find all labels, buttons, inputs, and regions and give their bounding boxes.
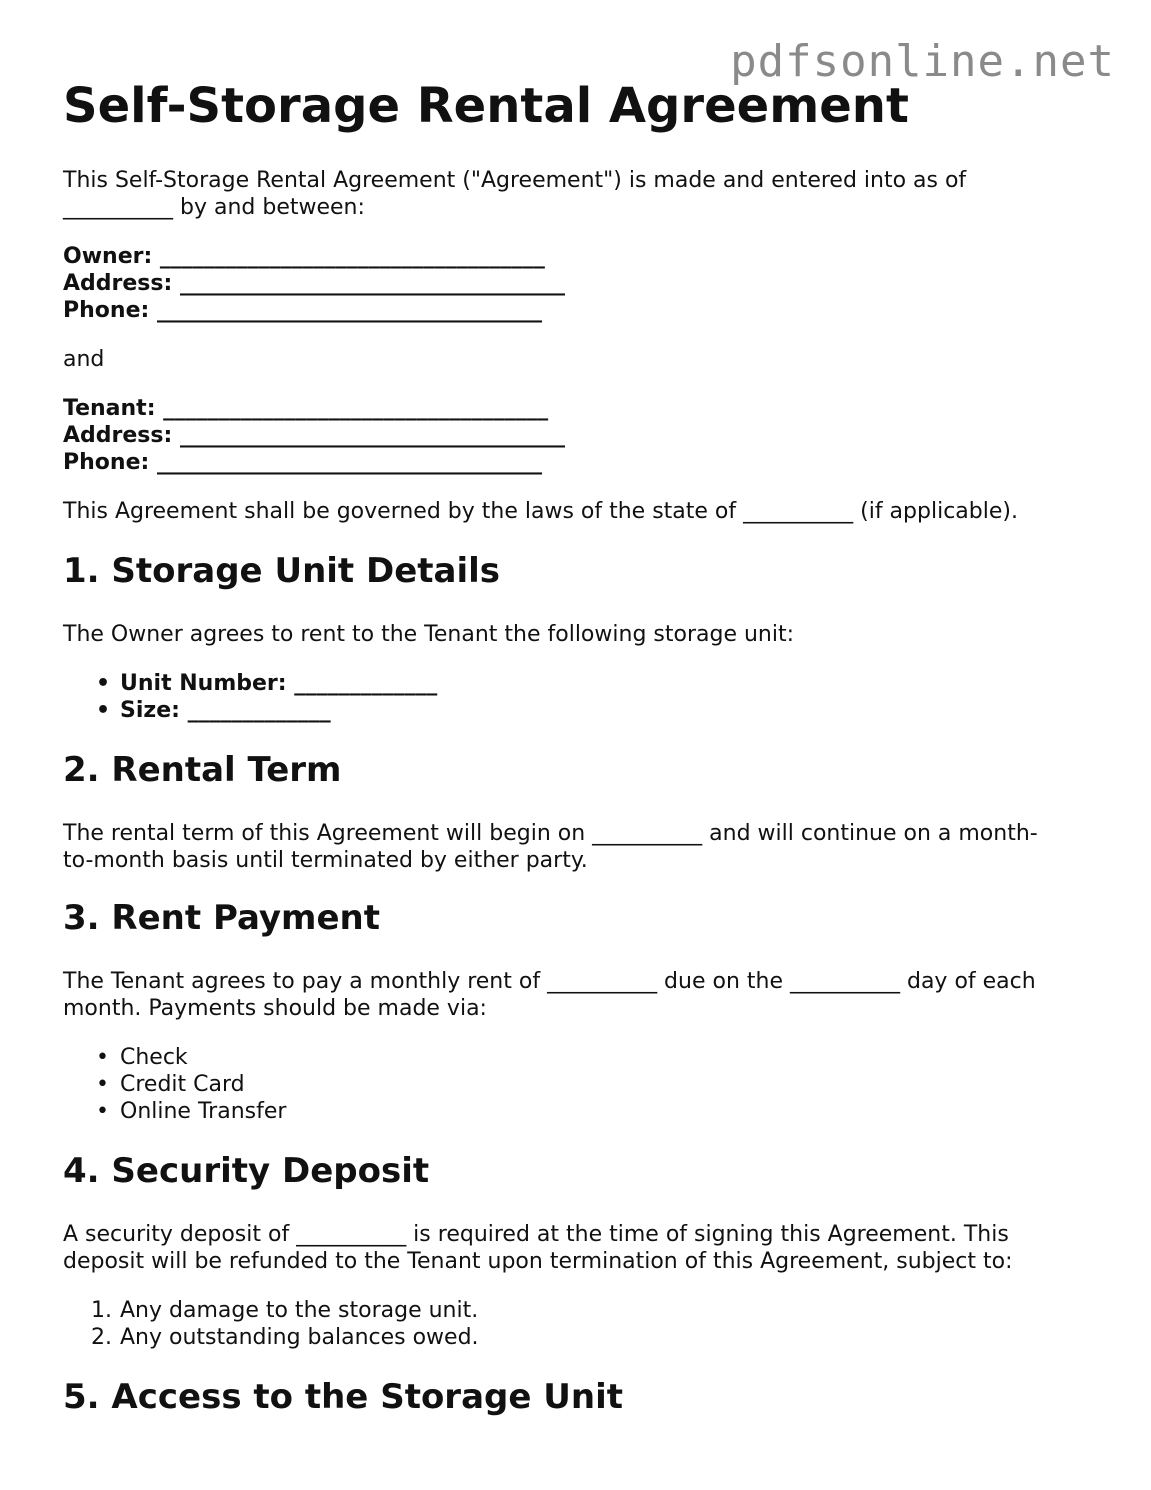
list-item xyxy=(63,1044,286,1071)
section-1-text: The Owner agrees to rent to the Tenant the following storage unit: xyxy=(63,622,795,647)
bullet-icon: • xyxy=(96,698,111,723)
section-4-heading: 4. Security Deposit xyxy=(63,1151,430,1191)
list-item xyxy=(63,670,437,697)
tenant-address-field: Address: ___________________________________ xyxy=(63,423,565,448)
tenant-phone-field: Phone: ___________________________________ xyxy=(63,450,542,475)
payment-methods-list xyxy=(63,1044,286,1125)
governing-law-text: This Agreement shall be governed by the laws of the state of __________ (if applicable). xyxy=(63,499,1018,524)
tenant-name-field: Tenant: ___________________________________ xyxy=(63,396,549,421)
list-item xyxy=(63,1098,286,1125)
payment-method-label: Check xyxy=(120,1045,188,1070)
bullet-icon: • xyxy=(96,671,111,696)
intro-line-1: This Self-Storage Rental Agreement ("Agreement") is made and entered into as of xyxy=(63,168,967,193)
section-4-line-2: deposit will be refunded to the Tenant upon termination of this Agreement, subject to: xyxy=(63,1249,1013,1274)
section-4-line-1: A security deposit of __________ is required at the time of signing this Agreement. This xyxy=(63,1222,1009,1247)
section-2-line-2: to-month basis until terminated by either party. xyxy=(63,848,588,873)
list-item xyxy=(63,1297,479,1324)
section-3-line-2: month. Payments should be made via: xyxy=(63,996,487,1021)
and-text: and xyxy=(63,347,105,372)
bullet-icon: • xyxy=(96,1099,109,1124)
document-title: Self-Storage Rental Agreement xyxy=(63,78,909,134)
owner-address-field: Address: ___________________________________ xyxy=(63,271,565,296)
section-3-heading: 3. Rent Payment xyxy=(63,898,380,938)
list-item xyxy=(63,1071,286,1098)
payment-method-label: Credit Card xyxy=(120,1072,245,1097)
intro-line-2: __________ by and between: xyxy=(63,195,365,220)
section-3-line-1: The Tenant agrees to pay a monthly rent of __________ due on the __________ day of each xyxy=(63,969,1036,994)
owner-phone-field: Phone: ___________________________________ xyxy=(63,298,542,323)
list-item xyxy=(63,1324,479,1351)
list-number: 2. xyxy=(91,1325,112,1350)
unit-details-list xyxy=(63,670,437,724)
deposit-condition-label: Any outstanding balances owed. xyxy=(120,1325,479,1350)
unit-size-field: Size: _____________ xyxy=(120,698,331,723)
section-2-heading: 2. Rental Term xyxy=(63,750,342,790)
deposit-condition-label: Any damage to the storage unit. xyxy=(120,1298,479,1323)
unit-number-field: Unit Number: _____________ xyxy=(120,671,438,696)
payment-method-label: Online Transfer xyxy=(120,1099,287,1124)
bullet-icon: • xyxy=(96,1072,109,1097)
section-1-heading: 1. Storage Unit Details xyxy=(63,551,501,591)
list-item xyxy=(63,697,437,724)
owner-name-field: Owner: ___________________________________ xyxy=(63,244,545,269)
section-2-line-1: The rental term of this Agreement will begin on __________ and will continue on a month- xyxy=(63,821,1038,846)
deposit-conditions-list xyxy=(63,1297,479,1351)
bullet-icon: • xyxy=(96,1045,109,1070)
watermark: pdfsonline.net xyxy=(730,36,1115,87)
list-number: 1. xyxy=(91,1298,112,1323)
section-5-heading: 5. Access to the Storage Unit xyxy=(63,1377,623,1417)
